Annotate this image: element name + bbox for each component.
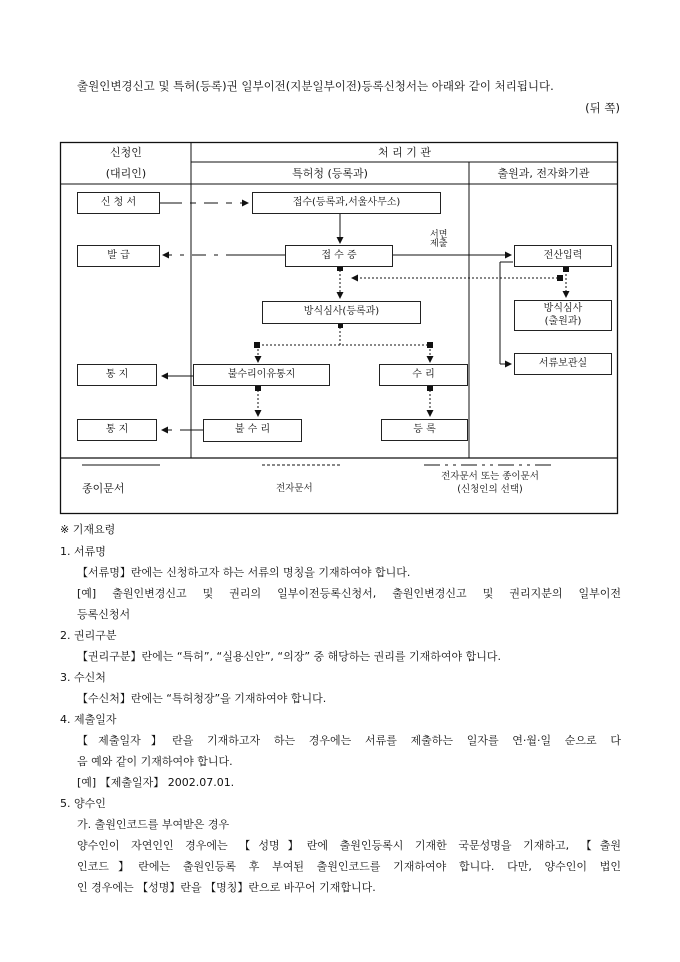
header-agent: (대리인) [105,167,147,180]
legend-either-line1: 전자문서 또는 종이문서 [441,471,539,482]
item-5-sub-a: 가. 출원인코드를 부여받은 경우 [77,818,230,831]
item-2-text: 【권리구분】란에는 “특허”, “실용신안”, “의장” 중 해당하는 권리를 기재하여야 합니다. [77,650,502,663]
box-formality-reg: 방식심사(등록과) [262,301,421,324]
box-data-entry: 전산입력 [514,245,612,267]
paper-submit-line2: 제출 [430,239,448,249]
formality-app-line1: 방식심사 [543,303,583,314]
legend-either-line2: (신청인의 선택) [457,484,523,495]
item-4-example: [예] 【제출일자】 2002.07.01. [77,776,235,789]
item-1-example: [예] 출원인변경신고 및 권리의 일부이전등록신청서, 출원인변경신고 및 권리지분의 일부이전 [77,587,621,600]
item-4-title: 4. 제출일자 [60,713,117,726]
box-reject: 불 수 리 [203,419,302,442]
header-other: 출원과, 전자화기관 [497,167,590,180]
box-receipt-office: 접수(등록과,서울사무소) [252,192,441,214]
box-notice-1: 통 지 [77,364,157,386]
box-receipt-cert: 접 수 증 [285,245,393,267]
item-3-text: 【수신처】란에는 “특허청장”을 기재하여야 합니다. [77,692,327,705]
item-1-text: 【서류명】란에는 신청하고자 하는 서류의 명칭을 기재하여야 합니다. [77,566,411,579]
paper-submit-line1: 서면 [430,230,448,240]
item-3-title: 3. 수신처 [60,671,106,684]
document-title: 출원인변경신고 및 특허(등록)권 일부이전(지분일부이전)등록신청서는 아래와 같이 처리됩니다. [77,79,554,93]
box-register: 등 록 [381,419,468,441]
header-kipo: 특허청 (등록과) [292,167,368,180]
box-issue: 발 급 [77,245,160,267]
item-5-text-3: 인 경우에는 【성명】란을 【명칭】란으로 바꾸어 기재합니다. [77,881,376,894]
header-applicant: 신청인 [110,146,142,159]
page-side-label: (뒤 쪽) [585,101,620,115]
item-4-text-cont: 음 예와 같이 기재하여야 합니다. [77,755,233,768]
box-formality-app [514,300,612,331]
item-4-text: 【제출일자】란을 기재하고자 하는 경우에는 서류를 제출하는 일자를 연·월·일 순으로 다 [77,734,621,747]
box-notice-2: 통 지 [77,419,157,441]
formality-app-line2: (출원과) [544,315,582,327]
legend-electronic: 전자문서 [276,483,313,494]
item-5-text-2: 인코드】란에는 출원인등록 후 부여된 출원인코드를 기재하여야 합니다. 다만, 양수인이 법인 [77,860,621,873]
header-processing: 처 리 기 관 [378,146,431,159]
item-1-example-cont: 등록신청서 [77,608,131,621]
item-5-title: 5. 양수인 [60,797,106,810]
item-5-text-1: 양수인이 자연인인 경우에는 【성명】란에 출원인등록시 기재한 국문성명을 기재하고, 【출원 [77,839,621,852]
box-accept: 수 리 [379,364,468,386]
item-2-title: 2. 권리구분 [60,629,117,642]
legend-either [420,470,560,496]
box-rejection-reason: 불수리이유통지 [193,364,330,386]
box-archive: 서류보관실 [514,353,612,375]
legend-paper: 종이문서 [82,482,125,495]
paper-submit-label [430,231,447,249]
box-application: 신 청 서 [77,192,160,214]
item-1-title: 1. 서류명 [60,545,106,558]
instructions-heading: ※ 기재요령 [60,523,116,536]
